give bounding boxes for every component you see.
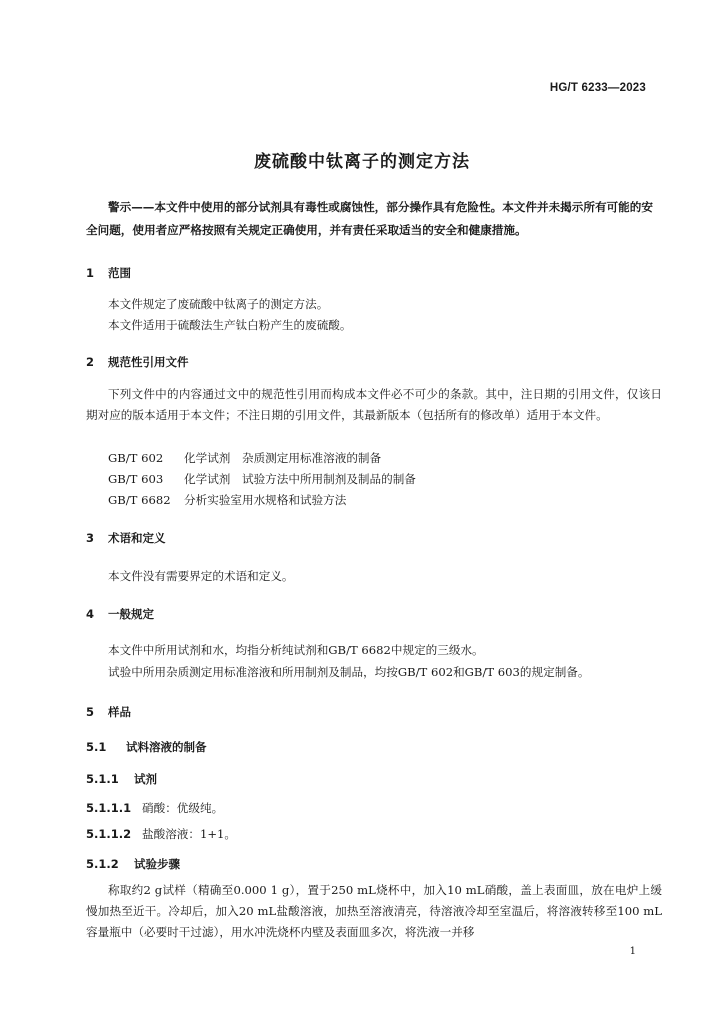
section-4-para-1: 本文件中所用试剂和水，均指分析纯试剂和GB/T 6682中规定的三级水。: [108, 643, 484, 657]
section-number: 4: [86, 607, 95, 621]
section-number: 5.1.1.2: [86, 827, 132, 841]
clause-5-1-1-1: [86, 800, 223, 816]
section-5-heading: [86, 704, 131, 720]
subsection-5-1-heading: [86, 739, 207, 755]
section-title: 术语和定义: [108, 531, 166, 545]
section-title: 一般规定: [108, 607, 154, 621]
subsection-5-1-2-heading: [86, 856, 180, 872]
warning-note: 警示——本文件中使用的部分试剂具有毒性或腐蚀性，部分操作具有危险性。本文件并未揭示所有可能的安全问题，使用者应严格按照有关规定正确使用，并有责任采取适当的安全和健康措施。: [86, 200, 653, 237]
normative-reference: [108, 492, 346, 508]
clause-5-1-1-2: [86, 826, 236, 842]
section-2-intro: 下列文件中的内容通过文中的规范性引用而构成本文件必不可少的条款。其中，注日期的引用文件，仅该日期对应的版本适用于本文件；不注日期的引用文件，其最新版本（包括所有的修改单）适用于本文件。: [86, 387, 662, 422]
section-1-heading: [86, 265, 131, 281]
section-number: 3: [86, 531, 95, 545]
section-title: 试验步骤: [134, 857, 180, 871]
normative-reference: [108, 471, 416, 487]
section-title: 试剂: [134, 772, 157, 786]
section-number: 5.1.2: [86, 857, 119, 871]
section-number: 5.1.1.1: [86, 801, 132, 815]
section-1-para-1: 本文件规定了废硫酸中钛离子的测定方法。: [108, 297, 329, 311]
reference-title: 化学试剂 杂质测定用标准溶液的制备: [184, 451, 382, 465]
section-title: 样品: [108, 705, 131, 719]
document-title: 废硫酸中钛离子的测定方法: [254, 152, 470, 172]
section-title: 试料溶液的制备: [126, 740, 207, 754]
section-3-para-1: 本文件没有需要界定的术语和定义。: [108, 569, 294, 583]
normative-reference: [108, 450, 381, 466]
reference-title: 分析实验室用水规格和试验方法: [184, 493, 347, 507]
section-number: 1: [86, 266, 95, 280]
reference-title: 化学试剂 试验方法中所用制剂及制品的制备: [184, 472, 416, 486]
subsection-5-1-1-heading: [86, 771, 157, 787]
section-4-para-2: 试验中所用杂质测定用标准溶液和所用制剂及制品，均按GB/T 602和GB/T 603的规定制备。: [108, 665, 590, 679]
standard-number: HG/T 6233—2023: [549, 82, 646, 94]
section-title: 规范性引用文件: [108, 355, 189, 369]
section-3-heading: [86, 530, 166, 546]
reference-code: GB/T 602: [108, 451, 164, 465]
section-number: 5.1: [86, 740, 107, 754]
section-number: 2: [86, 355, 95, 369]
section-2-heading: [86, 354, 189, 370]
clause-text: 硝酸：优级纯。: [142, 801, 224, 815]
section-1-para-2: 本文件适用于硫酸法生产钛白粉产生的废硫酸。: [108, 318, 352, 332]
section-title: 范围: [108, 266, 131, 280]
page-number: 1: [629, 946, 636, 957]
reference-code: GB/T 6682: [108, 493, 171, 507]
section-number: 5: [86, 705, 95, 719]
section-4-heading: [86, 606, 154, 622]
reference-code: GB/T 603: [108, 472, 164, 486]
clause-text: 盐酸溶液：1+1。: [142, 827, 237, 841]
procedure-paragraph: 称取约2 g试样（精确至0.000 1 g），置于250 mL烧杯中，加入10 mL硝酸，盖上表面皿，放在电炉上缓慢加热至近干。冷却后，加入20 mL盐酸溶液，加热至溶液清亮，待溶液冷却至室温后，将溶液转移至100 mL容量瓶中（必要时干过滤），用水冲洗烧杯内壁及表面皿多次，将洗液一并移: [86, 883, 662, 939]
section-number: 5.1.1: [86, 772, 119, 786]
